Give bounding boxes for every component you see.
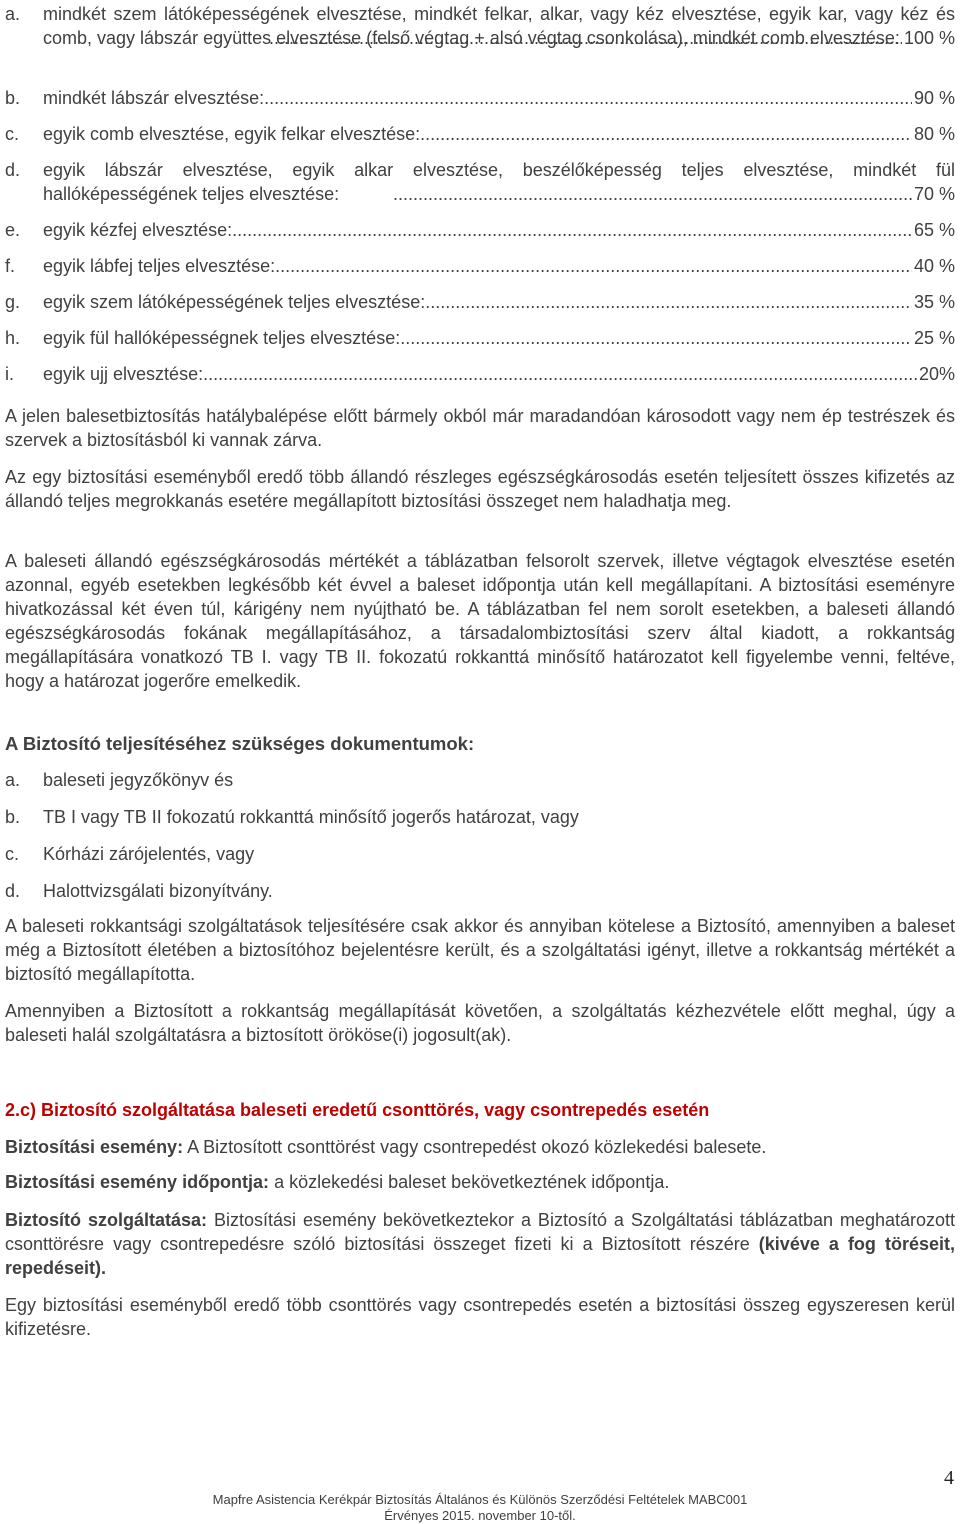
list-item-label: egyik kézfej elvesztése: [43, 220, 233, 240]
insurance-event-text: A Biztosított csonttörést vagy csontrepedést okozó közlekedési balesete. [183, 1137, 767, 1157]
single-payout-paragraph: Egy biztosítási eseményből eredő több csonttörés vagy csontrepedés esetén a biztosítási összeg egyszeresen kerül kifizetésre. [5, 1295, 955, 1339]
insurance-event-label: Biztosítási esemény: [5, 1137, 184, 1157]
disability-percentage-list [5, 2, 955, 62]
list-item-label: egyik szem látóképességének teljes elvesztése: [43, 292, 426, 312]
insurer-service-exclusion: (kivéve a fog töréseit, repedéseit). [5, 1234, 955, 1278]
dot-leader-row [43, 362, 955, 386]
footer-validity: Érvényes 2015. november 10-től. [384, 1508, 576, 1523]
list-item-value: 80 % [913, 124, 955, 144]
insurer-service-label: Biztosító szolgáltatása: [5, 1210, 207, 1230]
list-marker: a. [5, 770, 21, 790]
list-marker: c. [5, 124, 20, 144]
list-item [5, 879, 955, 903]
dot-leader-row [43, 218, 955, 242]
dot-leader [400, 326, 912, 350]
total-payout-paragraph: Az egy biztosítási eseményből eredő több állandó részleges egészségkárosodás esetén teljesített összes kifizetés az állandó teljes megrokkanás esetére megállapított biztosítási összeget nem haladhatja meg. [5, 467, 955, 511]
insurer-service-paragraph [5, 1208, 955, 1280]
list-item-label: egyik fül hallóképességnek teljes elvesztése: [43, 328, 401, 348]
list-item-label: mindkét lábszár elvesztése: [43, 88, 265, 108]
list-marker: a. [5, 4, 21, 24]
list-item-value: 25 % [913, 328, 955, 348]
insurance-event-date-paragraph [5, 1170, 955, 1194]
dot-leader [232, 218, 912, 242]
list-item [5, 326, 955, 350]
page-footer [0, 1492, 960, 1524]
page-number: 4 [944, 1467, 954, 1489]
list-marker: b. [5, 807, 21, 827]
assessment-paragraph: A baleseti állandó egészségkárosodás mértékét a táblázatban felsorolt szervek, illetve végtagok elvesztése esetén azonnal, egyéb esetekben legkésőbb két évvel a baleset időpontja után kell megállapítani. A biztosítási eseményre hivatkozással két éven túl, kárigény nem nyújtható be. A táblázatban fel nem sorolt esetekben, a baleseti állandó egészségkárosodás fokának megállapításához, a társadalombiztosítási szerv által kiadott, a rokkantság megállapítására vonatkozó TB I. vagy TB II. fokozatú rokkanttá minősítő határozatot kell figyelembe venni, feltéve, hogy a határozat jogerőre emelkedik. [5, 551, 955, 691]
insurance-event-paragraph [5, 1135, 955, 1159]
insurance-event-date-label: Biztosítási esemény időpontja: [5, 1172, 270, 1192]
list-marker: g. [5, 292, 21, 312]
disability-service-paragraph: A baleseti rokkantsági szolgáltatások teljesítésére csak akkor és annyiban kötelese a Biztosító, amennyiben a baleset még a Biztosított életében a biztosítóhoz bejelentésre került, és a szolgáltatási igényt, illetve a rokkantság mértékét a biztosító megállapította. [5, 916, 955, 984]
dot-leader-row [43, 86, 955, 110]
insurer-service-text: Biztosítási esemény bekövetkeztekor a Biztosító a Szolgáltatási táblázatban meghatározott csonttörésre vagy csontrepedésre szóló biztosítási összeget fizeti ki a Biztosított részére [5, 1210, 956, 1254]
list-item [5, 805, 955, 829]
list-item-label: Halottvizsgálati bizonyítvány. [43, 881, 273, 901]
list-item-value: 65 % [913, 220, 955, 240]
list-marker: f. [5, 256, 16, 276]
documents-heading: A Biztosító teljesítéséhez szükséges dokumentumok: [5, 733, 475, 754]
list-item [5, 218, 955, 242]
list-marker: h. [5, 328, 21, 348]
list-marker: e. [5, 220, 21, 240]
list-item [5, 86, 955, 110]
dot-leader [203, 362, 917, 386]
list-item-label: egyik lábfej teljes elvesztése: [43, 256, 276, 276]
list-item-value-row [5, 26, 955, 50]
list-item-label: mindkét szem látóképességének elvesztése, mindkét felkar, alkar, vagy kéz elvesztése, egyik kar, vagy kéz és comb, vagy lábszár együttes elvesztése (felső végtag + alsó végtag csonkolása), mindkét comb elvesztése: [43, 4, 955, 48]
list-item [5, 362, 955, 386]
list-item-value: 90 % [913, 88, 955, 108]
dot-leader-row [393, 182, 955, 206]
list-item [5, 842, 955, 866]
list-item [5, 122, 955, 146]
list-item-value: 70 % [913, 184, 955, 204]
dot-leader-row [43, 122, 955, 146]
list-item-value: 20% [918, 364, 955, 384]
section-title: 2.c) Biztosító szolgáltatása baleseti eredetű csonttörés, vagy csontrepedés esetén [5, 1100, 710, 1120]
list-item-value-row [5, 182, 955, 206]
heir-entitlement-paragraph: Amennyiben a Biztosított a rokkantság megállapítását követően, a szolgáltatás kézhezvétele előtt meghal, úgy a baleseti halál szolgáltatásra a biztosított örököse(i) jogosult(ak). [5, 1001, 955, 1045]
dot-leader [264, 86, 912, 110]
required-documents-list [5, 768, 955, 916]
exclusion-paragraph: A jelen balesetbiztosítás hatálybalépése előtt bármely okból már maradandóan károsodott vagy nem ép testrészek és szervek a biztosításból ki vannak zárva. [5, 406, 955, 450]
dot-leader [269, 26, 902, 50]
footer-document-title: Mapfre Asistencia Kerékpár Biztosítás Általános és Különös Szerződési Feltételek MABC001 [212, 1492, 748, 1507]
list-item-label: egyik comb elvesztése, egyik felkar elvesztése: [43, 124, 421, 144]
dot-leader-row [269, 26, 955, 50]
dot-leader [393, 182, 912, 206]
dot-leader [275, 254, 912, 278]
list-marker: c. [5, 844, 20, 864]
list-item-label: egyik lábszár elvesztése, egyik alkar elvesztése, beszélőképesség teljes elvesztése, mindkét fül hallóképességének teljes elvesztése: [43, 160, 955, 204]
list-item-label: baleseti jegyzőkönyv és [43, 770, 234, 790]
list-item-label: egyik ujj elvesztése: [43, 364, 204, 384]
list-item-label: TB I vagy TB II fokozatú rokkanttá minősítő jogerős határozat, vagy [43, 807, 579, 827]
list-marker: d. [5, 160, 21, 180]
list-item [5, 254, 955, 278]
list-marker: d. [5, 881, 21, 901]
list-item-label: Kórházi zárójelentés, vagy [43, 844, 255, 864]
list-item [5, 290, 955, 314]
dot-leader [420, 122, 912, 146]
list-marker: b. [5, 88, 21, 108]
dot-leader [425, 290, 912, 314]
dot-leader-row [43, 290, 955, 314]
list-item-value: 40 % [913, 256, 955, 276]
dot-leader-row [43, 326, 955, 350]
disability-list-continued [5, 86, 955, 398]
list-marker: i. [5, 364, 14, 384]
list-item-value: 35 % [913, 292, 955, 312]
list-item [5, 768, 955, 792]
dot-leader-row [43, 254, 955, 278]
list-item-value: 100 % [903, 28, 955, 48]
insurance-event-date-text: a közlekedési baleset bekövetkeztének időpontja. [269, 1172, 670, 1192]
